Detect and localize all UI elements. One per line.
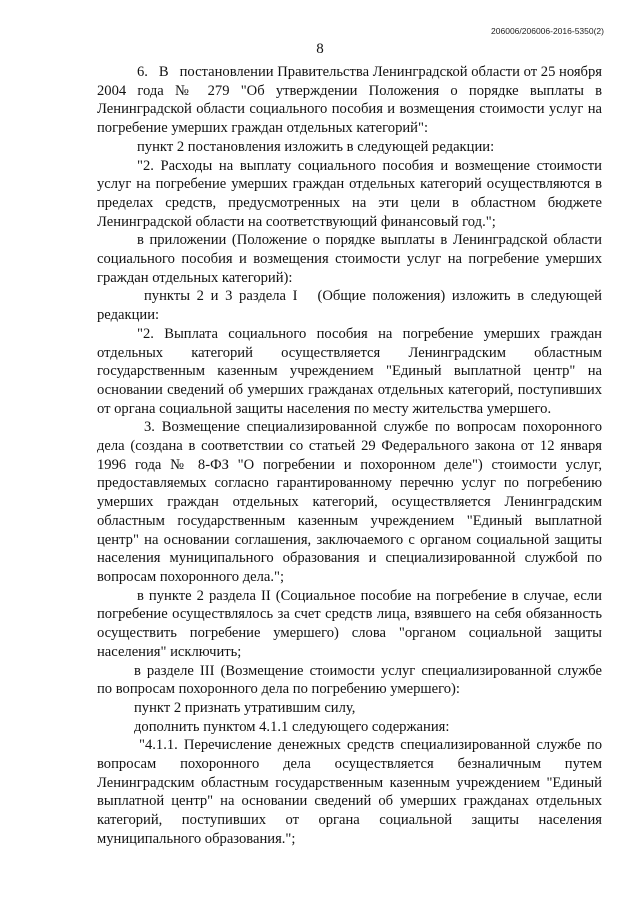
- page-number: 8: [316, 41, 324, 57]
- paragraph-appendix-intro: в приложении (Положение о порядке выплаты в Ленинградской области социального пособия и возмещения стоимости услуг на погребение умерших граждан отдельных категорий):: [97, 232, 602, 286]
- paragraph-section-1-point-3: 3. Возмещение специализированной службе по вопросам похоронного дела (создана в соответствии со статьей 29 Федерального закона от 12 января 1996 года № 8-ФЗ "О погребении и похоронном деле") стоимости услуг, предоставляемых согласно гарантированному перечню услуг по погребению умерших граждан отдельных категорий, осуществляется Ленинградским областным государственным казенным учреждением "Единый выплатной центр" на основании соглашения, заключаемого с органом социальной защиты населения муниципального образования и специализированной службой по вопросам похоронного дела.";: [97, 419, 602, 585]
- document-id: 206006/206006-2016-5350(2): [491, 26, 604, 36]
- paragraph-section-3-add: дополнить пунктом 4.1.1 следующего содержания:: [134, 718, 450, 735]
- paragraph-section-3-point-2: пункт 2 признать утратившим силу,: [134, 699, 356, 716]
- paragraph-section-1-intro: пункты 2 и 3 раздела I (Общие положения) изложить в следующей редакции:: [97, 288, 602, 324]
- paragraph-section-2: в пункте 2 раздела II (Социальное пособие на погребение в случае, если погребение осуществлялось за счет средств лица, взявшего на себя обязанность осуществить погребение умершего) слова "органом социальной защиты населения" исключить;: [97, 587, 602, 660]
- paragraph-point-4-1-1: "4.1.1. Перечисление денежных средств специализированной службе по вопросам похоронного дела осуществляется безналичным путем Ленинградским областным государственным казенным учреждением "Единый выплатной центр" на основании сведений об умерших гражданах отдельных категорий, поступивших от органа социальной защиты населения муниципального образования.";: [97, 737, 602, 847]
- document-body: [97, 63, 602, 849]
- paragraph-item-6: 6. В постановлении Правительства Ленинградской области от 25 ноября 2004 года № 279 "Об утверждении Положения о порядке выплаты в Ленинградской области социального пособия и возмещения стоимости услуг на погребение умерших граждан отдельных категорий":: [97, 64, 602, 137]
- paragraph-section-3-intro: в разделе III (Возмещение стоимости услуг специализированной службе по вопросам похоронного дела по погребению умершего):: [97, 662, 602, 698]
- paragraph-section-1-point-2: "2. Выплата социального пособия на погребение умерших граждан отдельных категорий осуществляется Ленинградским областным государственным казенным учреждением "Единый выплатной центр" на основании сведений об умерших гражданах отдельных категорий, поступивших от органа социальной защиты населения по месту жительства умершего.: [97, 325, 602, 417]
- paragraph-point-2-text: "2. Расходы на выплату социального пособия и возмещение стоимости услуг на погребение умерших граждан отдельных категорий осуществляются в пределах средств, предусмотренных на эти цели в областном бюджете Ленинградской области на соответствующий финансовый год.";: [97, 157, 602, 230]
- paragraph-point-2-intro: пункт 2 постановления изложить в следующей редакции:: [137, 138, 495, 155]
